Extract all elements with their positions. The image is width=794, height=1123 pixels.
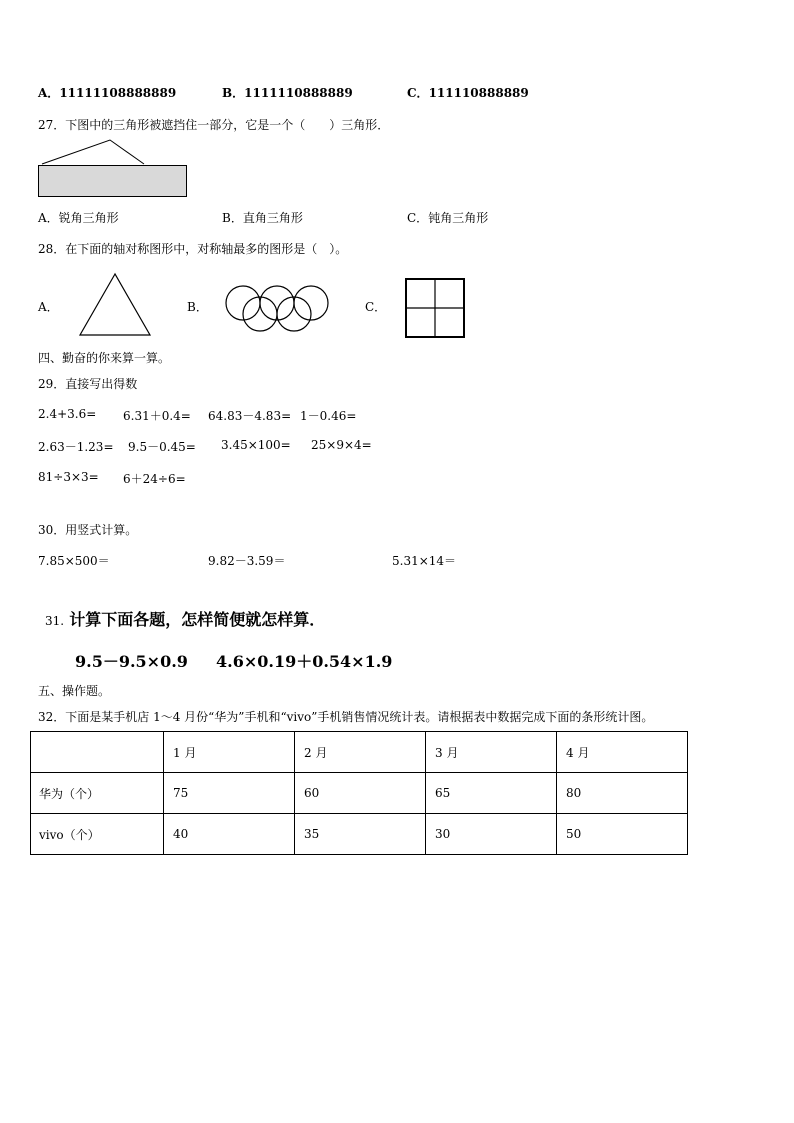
table-cell: 75	[164, 773, 295, 814]
table-header-cell: 2 月	[295, 732, 426, 773]
q28-question: 28．在下面的轴对称图形中，对称轴最多的图形是（ ）。	[38, 242, 348, 256]
q29-item: 2.63－1.23=	[38, 440, 114, 454]
table-header-cell: 1 月	[164, 732, 295, 773]
q28-option-a-label: A．	[38, 300, 59, 314]
q29-item: 2.4+3.6=	[38, 407, 97, 421]
q27-option-b: B．直角三角形	[222, 211, 303, 225]
q29-item: 6.31＋0.4=	[123, 409, 191, 423]
q30-question: 30．用竖式计算。	[38, 523, 138, 537]
q27-question: 27．下图中的三角形被遮挡住一部分，它是一个（ ）三角形．	[38, 118, 390, 132]
table-header-cell	[31, 732, 164, 773]
q27-hidden-triangle-figure	[36, 138, 190, 200]
q29-item: 6＋24÷6=	[123, 472, 186, 486]
q26-option-a: A．11111108888889	[38, 86, 177, 100]
q29-item: 9.5－0.45=	[128, 440, 196, 454]
section-4-title: 四、勤奋的你来算一算。	[38, 351, 171, 365]
q31-question: 31. 计算下面各题，怎样简便就怎样算．	[45, 610, 326, 629]
q29-item: 64.83－4.83=	[208, 409, 292, 423]
q29-question: 29．直接写出得数	[38, 377, 138, 391]
triangle-figure	[78, 272, 152, 338]
table-cell: 80	[557, 773, 688, 814]
q26-option-b: B．1111110888889	[222, 86, 353, 100]
q27-option-a: A．锐角三角形	[38, 211, 119, 225]
table-cell: 60	[295, 773, 426, 814]
table-row	[31, 732, 688, 773]
section-5-title: 五、操作题。	[38, 684, 111, 698]
table-cell: 40	[164, 814, 295, 855]
q30-item: 9.82－3.59＝	[208, 554, 286, 568]
q26-option-c: C．111110888889	[407, 86, 529, 100]
q31-item: 9.5－9.5×0.9	[75, 652, 188, 671]
table-cell: vivo（个）	[31, 814, 164, 855]
table-cell: 65	[426, 773, 557, 814]
table-cell: 30	[426, 814, 557, 855]
q32-question: 32．下面是某手机店 1～4 月份“华为”手机和“vivo”手机销售情况统计表。请根据表中数据完成下面的条形统计图。	[38, 710, 654, 724]
q29-item: 3.45×100=	[221, 438, 291, 452]
table-cell: 50	[557, 814, 688, 855]
square-grid-figure	[404, 277, 466, 339]
q30-item: 5.31×14＝	[392, 554, 457, 568]
table-header-cell: 4 月	[557, 732, 688, 773]
table-header-cell: 3 月	[426, 732, 557, 773]
olympic-rings-figure	[222, 284, 332, 334]
table-row	[31, 814, 688, 855]
q28-option-c-label: C．	[365, 300, 387, 314]
q30-item: 7.85×500＝	[38, 554, 110, 568]
triangle-visible-part	[42, 140, 144, 164]
table-cell: 35	[295, 814, 426, 855]
q29-item: 1－0.46=	[300, 409, 357, 423]
cover-rectangle	[39, 166, 187, 197]
sales-table	[30, 731, 688, 855]
table-row	[31, 773, 688, 814]
q28-option-b-label: B．	[187, 300, 208, 314]
q29-item: 81÷3×3=	[38, 470, 99, 484]
table-cell: 华为（个）	[31, 773, 164, 814]
q27-option-c: C．钝角三角形	[407, 211, 489, 225]
q29-item: 25×9×4=	[311, 438, 372, 452]
q31-item: 4.6×0.19＋0.54×1.9	[216, 652, 393, 671]
